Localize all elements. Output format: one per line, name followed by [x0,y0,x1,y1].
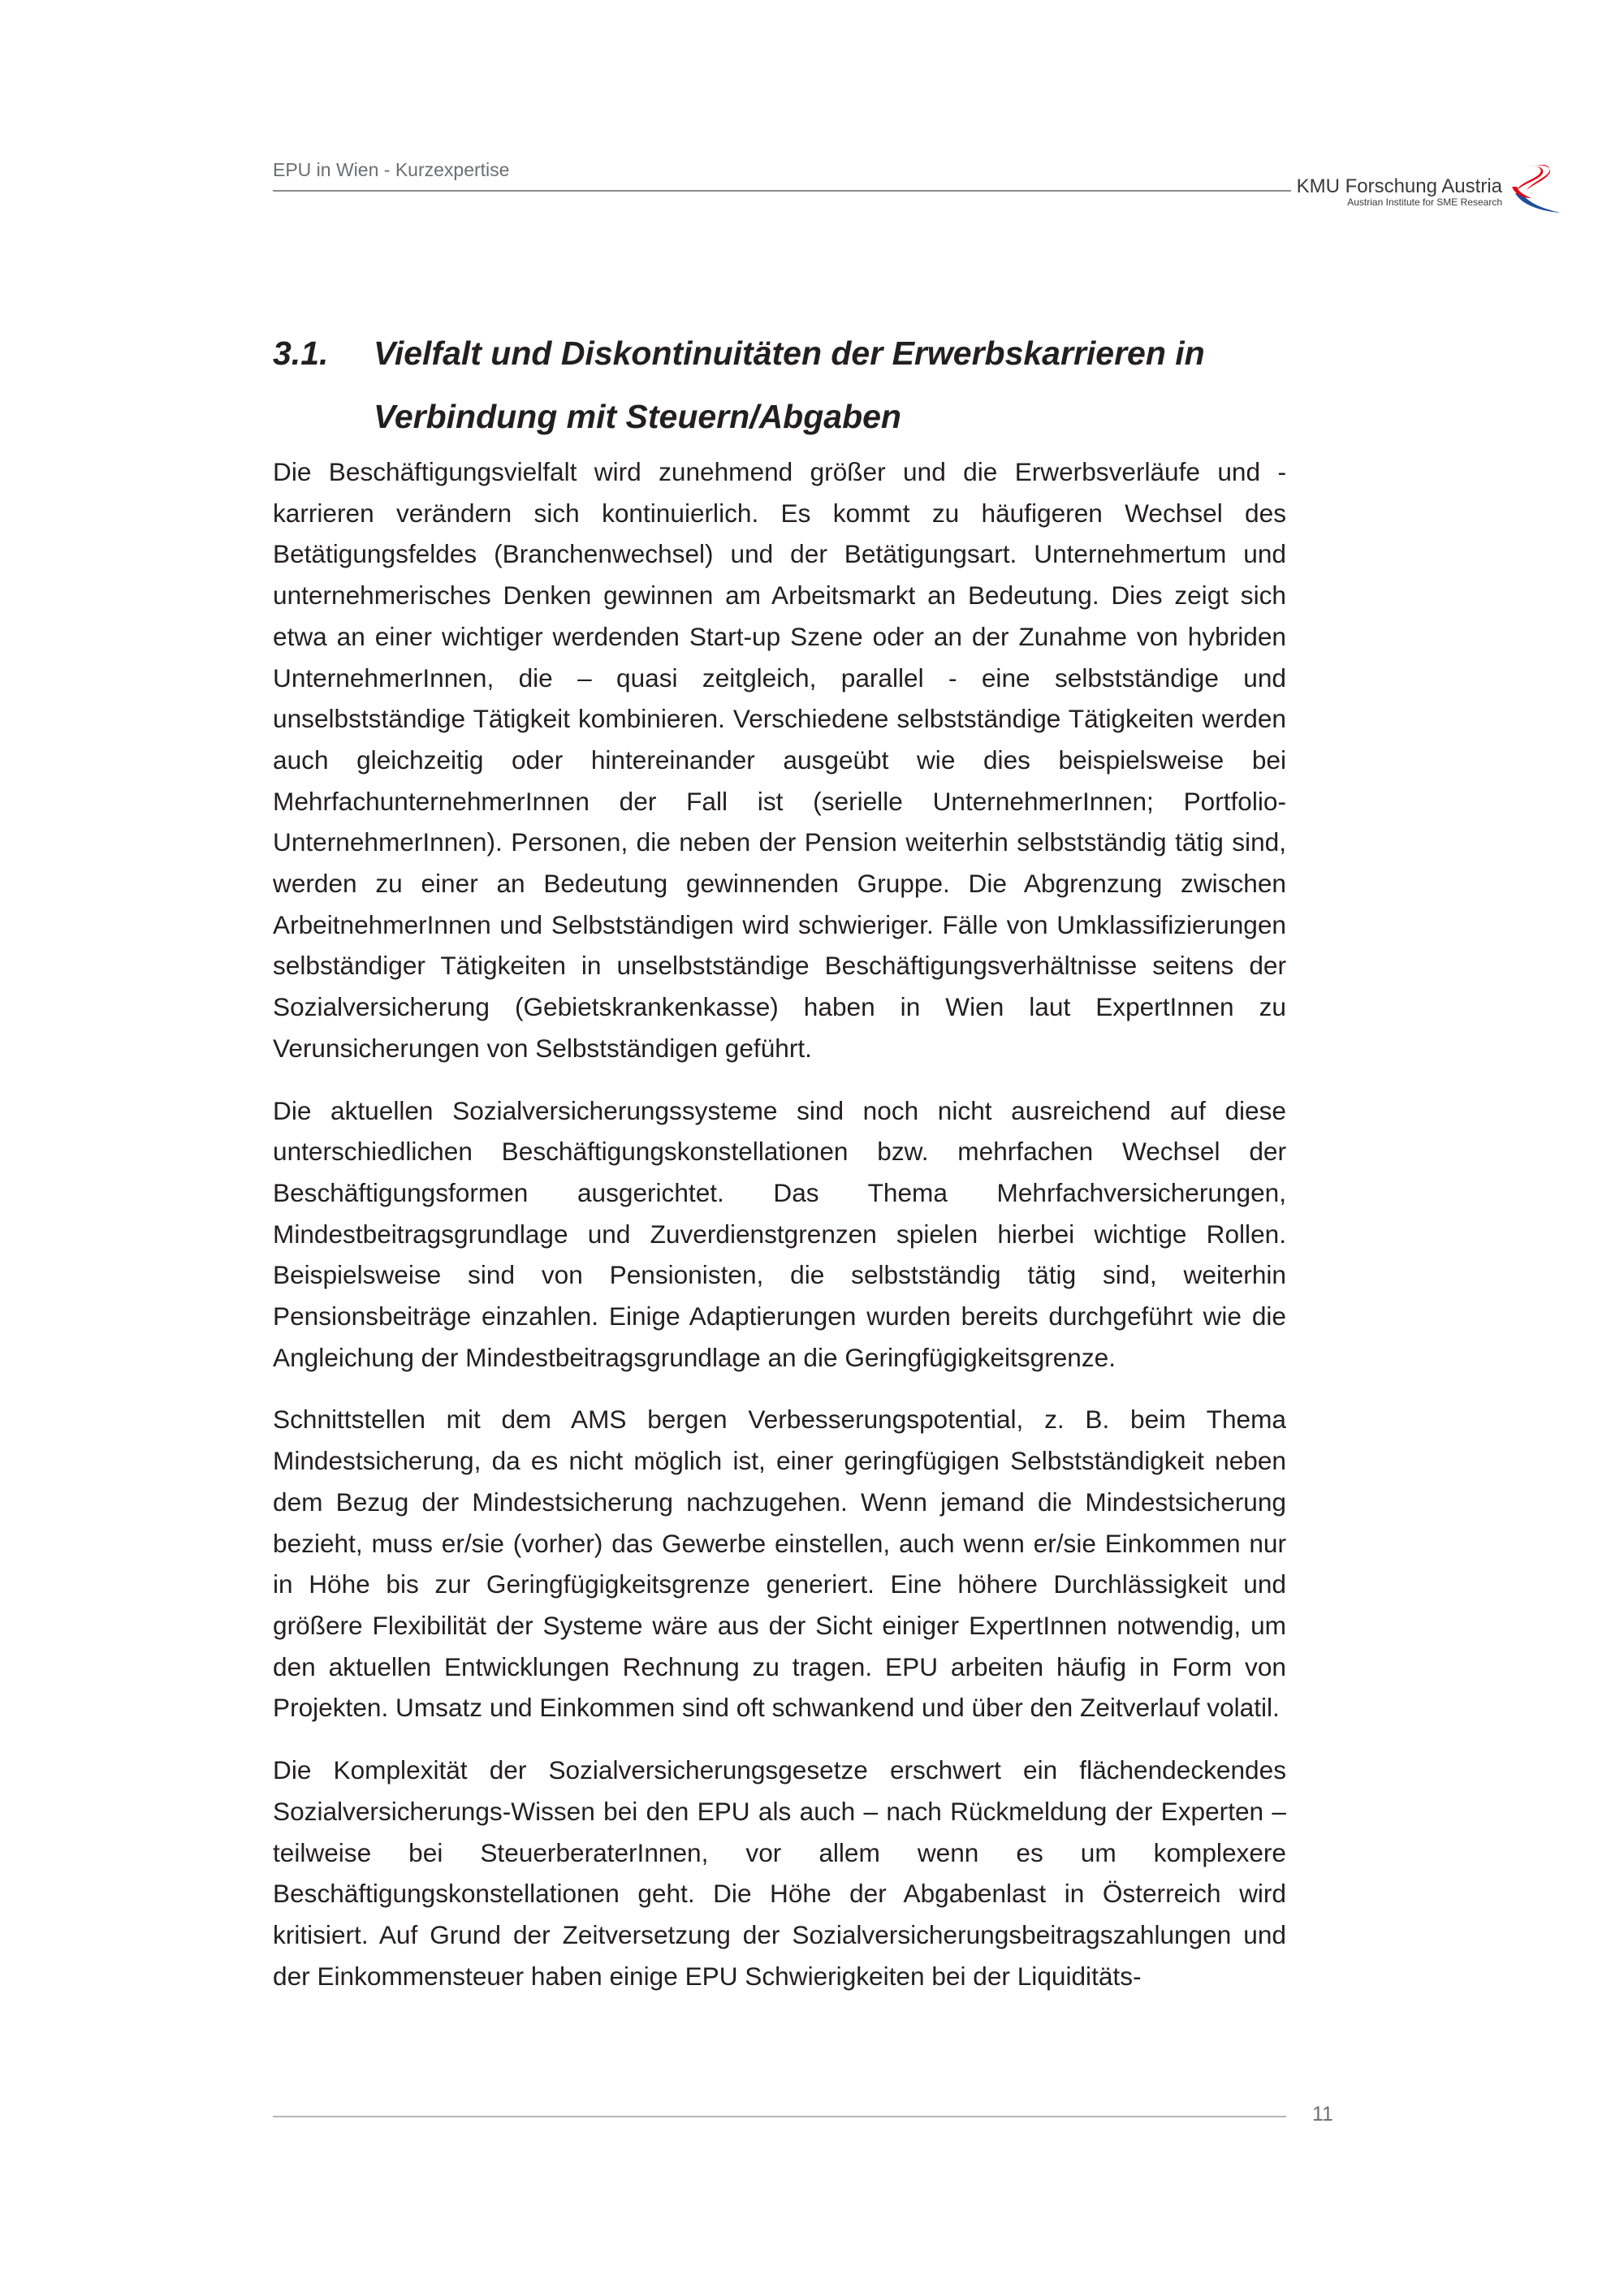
body-text [273,451,1286,2018]
paragraph: Die Komplexität der Sozialversicherungsgesetze erschwert ein flächendeckendes Sozialversicherungs-Wissen bei den EPU als auch – nach Rückmeldung der Experten – teilweise bei SteuerberaterInnen, vor allem wenn es um komplexere Beschäftigungskonstellationen geht. Die Höhe der Abgabenlast in Österreich wird kritisiert. Auf Grund der Zeitversetzung der Sozialversicherungsbeitragszahlungen und der Einkommensteuer haben einige EPU Schwierigkeiten bei der Liquiditäts- [273,1755,1286,1991]
header-rule [273,190,1291,192]
kmu-logo [1289,162,1566,219]
section-number: 3.1. [273,334,329,372]
paragraph: Die aktuellen Sozialversicherungssysteme sind noch nicht ausreichend auf diese unterschiedlichen Beschäftigungskonstellationen bzw. mehrfachen Wechsel der Beschäftigungsformen ausgerichtet. Das Thema Mehrfachversicherungen, Mindestbeitragsgrundlage und Zuverdienstgrenzen spielen hierbei wichtige Rollen. Beispielsweise sind von Pensionisten, die selbstständig tätig sind, weiterhin Pensionsbeiträge einzahlen. Einige Adaptierungen wurden bereits durchgeführt wie die Angleichung der Mindestbeitragsgrundlage an die Geringfügigkeitsgrenze. [273,1095,1286,1372]
section-heading [273,322,1280,448]
footer-rule [273,2116,1286,2117]
running-header: EPU in Wien - Kurzexpertise [273,159,510,180]
logo-subtitle: Austrian Institute for SME Research [1347,196,1502,208]
page-number: 11 [1312,2103,1333,2126]
paragraph: Schnittstellen mit dem AMS bergen Verbesserungspotential, z. B. beim Thema Mindestsicherung, da es nicht möglich ist, einer geringfügigen Selbstständigkeit neben dem Bezug der Mindestsicherung nachzugehen. Wenn jemand die Mindestsicherung bezieht, muss er/sie (vorher) das Gewerbe einstellen, auch wenn er/sie Einkommen nur in Höhe bis zur Geringfügigkeitsgrenze generiert. Eine höhere Durchlässigkeit und größere Flexibilität der Systeme wäre aus der Sicht einiger ExpertInnen notwendig, um den aktuellen Entwicklungen Rechnung zu tragen. EPU arbeiten häufig in Form von Projekten. Umsatz und Einkommen sind oft schwankend und über den Zeitverlauf volatil. [273,1405,1286,1723]
section-title: Vielfalt und Diskontinuitäten der Erwerbskarrieren in Verbindung mit Steuern/Abgaben [374,334,1205,435]
logo-name: KMU Forschung Austria [1296,175,1502,197]
kmu-logo-icon [1504,162,1566,219]
paragraph: Die Beschäftigungsvielfalt wird zunehmend größer und die Erwerbsverläufe und -karrieren verändern sich kontinuierlich. Es kommt zu häufigeren Wechsel des Betätigungsfeldes (Branchenwechsel) und der Betätigungsart. Unternehmertum und unternehmerisches Denken gewinnen am Arbeitsmarkt an Bedeutung. Dies zeigt sich etwa an einer wichtiger werdenden Start-up Szene oder an der Zunahme von hybriden UnternehmerInnen, die – quasi zeitgleich, parallel - eine selbstständige und unselbstständige Tätigkeit kombinieren. Verschiedene selbstständige Tätigkeiten werden auch gleichzeitig oder hintereinander ausgeübt wie dies beispielsweise bei MehrfachunternehmerInnen der Fall ist (serielle UnternehmerInnen; Portfolio-UnternehmerInnen). Personen, die neben der Pension weiterhin selbstständig tätig sind, werden zu einer an Bedeutung gewinnenden Gruppe. Die Abgrenzung zwischen ArbeitnehmerInnen und Selbstständigen wird schwieriger. Fälle von Umklassifizierungen selbständiger Tätigkeiten in unselbstständige Beschäftigungsverhältnisse seitens der Sozialversicherung (Gebietskrankenkasse) haben in Wien laut ExpertInnen zu Verunsicherungen von Selbstständigen geführt. [273,457,1286,1063]
